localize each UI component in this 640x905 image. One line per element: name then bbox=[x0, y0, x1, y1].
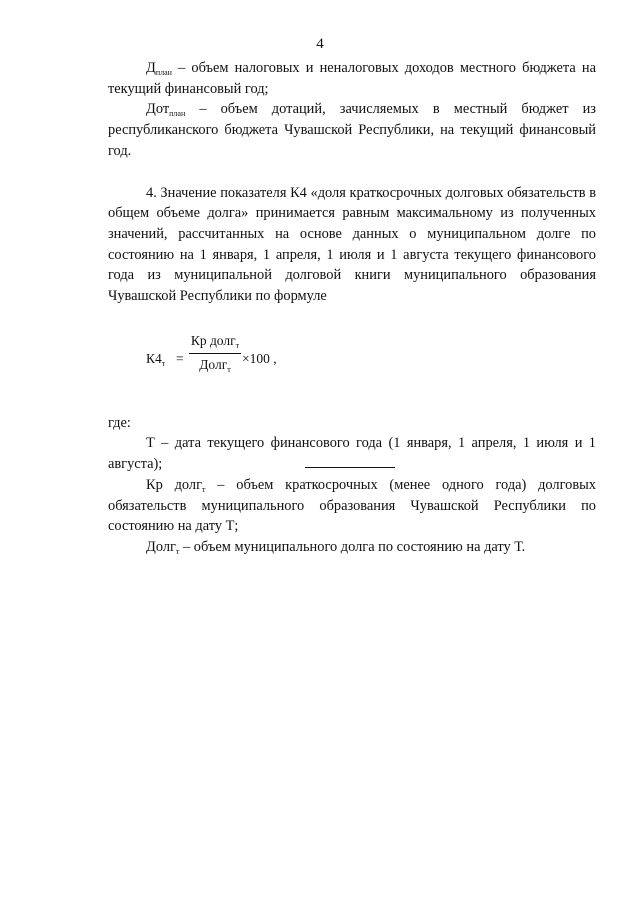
item-4-paragraph: 4. Значение показателя К4 «доля краткосрочных долговых обязательств в общем объеме долга» принимается равным максимальному из полученных значений, рассчитанных на основе данных о муниципальном долге по состоянию на 1 января, 1 апреля, 1 июля и 1 августа текущего финансового года из муниципальной долговой книги муниципального образования Чувашской Республики по формуле bbox=[108, 184, 596, 305]
definition-kr-dolg bbox=[108, 475, 596, 537]
definition-text: – объем дотаций, зачисляемых в местный бюджет из республиканского бюджета Чувашской Республики, на текущий финансовый год. bbox=[108, 101, 596, 159]
closing-rule bbox=[305, 467, 395, 468]
definition-dolg bbox=[108, 537, 596, 558]
definition-text: Т – дата текущего финансового года (1 января, 1 апреля, 1 июля и 1 августа); bbox=[108, 435, 596, 473]
where-label: где: bbox=[108, 414, 131, 431]
formula-denominator: Долг$_т$ bbox=[199, 357, 231, 375]
definition-text: – объем краткосрочных (менее одного года) долговых обязательств муниципального образования Чувашской Республики по состоянию на дату Т; bbox=[108, 476, 597, 535]
definition-text: – объем муниципального долга по состоянию на дату Т. bbox=[179, 538, 526, 555]
document-body bbox=[108, 58, 596, 558]
symbol-subscript: план bbox=[155, 68, 172, 77]
formula-numerator: Кр долг$_т$ bbox=[190, 332, 240, 350]
definition-dot-plan bbox=[108, 99, 596, 161]
definition-text: – объем налоговых и неналоговых доходов местного бюджета на текущий финансовый год; bbox=[108, 60, 596, 97]
formula-fraction bbox=[189, 331, 241, 376]
formula-equals: = bbox=[176, 350, 184, 366]
symbol-subscript: т bbox=[202, 484, 206, 494]
page-number: 4 bbox=[316, 36, 324, 52]
formula-k4 bbox=[108, 331, 596, 389]
symbol: Долг bbox=[146, 538, 176, 555]
formula-lhs: $К4_т$ bbox=[146, 350, 166, 368]
symbol: Д bbox=[146, 60, 156, 76]
definition-t bbox=[108, 433, 596, 474]
symbol: Дот bbox=[146, 101, 170, 118]
definition-d-plan bbox=[108, 58, 596, 99]
symbol: Кр долг bbox=[146, 476, 202, 493]
symbol-subscript: т bbox=[175, 546, 180, 556]
symbol-subscript: план bbox=[169, 109, 186, 119]
formula-multiplier: ×100 , bbox=[242, 350, 277, 366]
